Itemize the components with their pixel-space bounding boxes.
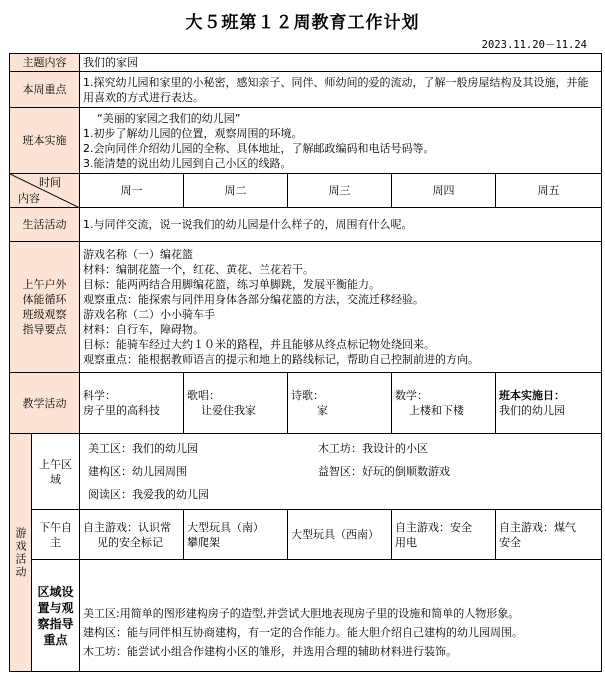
theme-label: 主题内容 xyxy=(10,54,80,72)
day-friday: 周五 xyxy=(496,174,602,208)
weekly-focus-row xyxy=(10,72,602,108)
area-guidance-line: 建构区：能与同伴相互协商建构，有一定的合作能力。能大胆介绍自己建构的幼儿园周围。 xyxy=(83,626,523,639)
class-impl-line: 3.能清楚的说出幼儿园到自己小区的线路。 xyxy=(83,156,292,170)
outdoor-line: 游戏名称（一）编花篮 xyxy=(83,248,193,261)
afternoon-text: 大型玩具（西南） xyxy=(291,528,379,541)
morning-area-item: 建构区：幼儿园周围 xyxy=(88,465,187,478)
game-afternoon-label: 下午自主 xyxy=(32,510,80,560)
game-afternoon-row xyxy=(10,510,602,560)
theme-value: 我们的家园 xyxy=(80,54,602,72)
teaching-label: 教学活动 xyxy=(10,373,80,434)
teaching-content: 我们的幼儿园 xyxy=(499,404,565,417)
plan-table xyxy=(9,53,602,672)
teaching-subject: 诗歌： xyxy=(291,389,324,402)
game-morning-label: 上午区域 xyxy=(32,434,80,510)
class-impl-content xyxy=(80,108,602,174)
diag-time-label: 时间 xyxy=(39,176,61,189)
afternoon-text: 大型玩具（南） xyxy=(187,520,264,534)
weekly-focus-label: 本周重点 xyxy=(10,72,80,108)
afternoon-cell-friday xyxy=(496,510,602,560)
morning-area-item: 美工区：我们的幼儿园 xyxy=(88,442,198,455)
outdoor-line: 目标：能骑车经过大约１０米的路程，并且能够从终点标记物处绕回来。 xyxy=(83,338,435,351)
teaching-subject: 科学： xyxy=(83,389,116,402)
teaching-cell-thursday xyxy=(392,373,496,434)
game-morning-content xyxy=(80,434,602,510)
afternoon-text: 见的安全标记 xyxy=(97,535,163,549)
outdoor-content xyxy=(80,242,602,373)
game-area-row xyxy=(10,560,602,672)
page-title: 大５班第１２周教育工作计划 xyxy=(185,13,420,33)
teaching-subject: 歌唱： xyxy=(187,389,220,402)
diagonal-header-cell xyxy=(10,174,80,208)
life-row xyxy=(10,208,602,242)
afternoon-cell-thursday xyxy=(392,510,496,560)
teaching-subject: 数学： xyxy=(395,389,428,402)
diag-content-label: 内容 xyxy=(18,192,40,205)
teaching-content: 家 xyxy=(317,404,328,417)
life-text: 1.与同伴交流，说一说我们的幼儿园是什么样子的，周围有什么呢。 xyxy=(80,208,602,242)
game-label: 游戏活动 xyxy=(10,434,32,672)
morning-area-item: 阅读区：我爱我的幼儿园 xyxy=(88,488,209,501)
game-morning-row xyxy=(10,434,602,510)
day-wednesday: 周三 xyxy=(288,174,392,208)
afternoon-text: 安全 xyxy=(499,535,521,549)
teaching-cell-wednesday xyxy=(288,373,392,434)
teaching-cell-tuesday xyxy=(184,373,288,434)
outdoor-row xyxy=(10,242,602,373)
afternoon-text: 自主游戏：认识常 xyxy=(83,520,171,534)
teaching-row xyxy=(10,373,602,434)
teaching-cell-friday xyxy=(496,373,602,434)
morning-area-line xyxy=(88,460,598,484)
class-impl-line: “美丽的家园之我们的幼儿园” xyxy=(97,111,241,125)
outdoor-line: 观察重点：能探索与同伴用身体各部分编花篮的方法，交流迁移经验。 xyxy=(83,293,424,306)
day-header-row xyxy=(10,174,602,208)
class-impl-row xyxy=(10,108,602,174)
day-monday: 周一 xyxy=(80,174,184,208)
theme-row xyxy=(10,54,602,72)
teaching-cell-monday xyxy=(80,373,184,434)
morning-area-line xyxy=(88,484,598,506)
afternoon-text: 自主游戏：煤气 xyxy=(499,520,576,534)
outdoor-line: 目标：能两两结合用脚编花篮，练习单脚跳，发展平衡能力。 xyxy=(83,278,380,291)
afternoon-text: 自主游戏：安全 xyxy=(395,520,472,534)
class-impl-label: 班本实施 xyxy=(10,108,80,174)
morning-area-item: 益智区：好玩的倒顺数游戏 xyxy=(318,465,450,478)
afternoon-cell-wednesday xyxy=(288,510,392,560)
afternoon-cell-tuesday xyxy=(184,510,288,560)
game-area-label: 区域设置与观察指导重点 xyxy=(32,560,80,672)
weekly-focus-text: 1.探究幼儿园和家里的小秘密，感知亲子、同伴、师幼间的爱的流动，了解一般房屋结构及其设施，并能用喜欢的方式进行表达。 xyxy=(80,72,602,108)
class-impl-line: 1.初步了解幼儿园的位置，观察周围的环境。 xyxy=(83,126,303,140)
day-tuesday: 周二 xyxy=(184,174,288,208)
game-area-content xyxy=(80,560,602,672)
teaching-content: 房子里的高科技 xyxy=(83,404,160,417)
life-label: 生活活动 xyxy=(10,208,80,242)
area-guidance-line: 美工区:用简单的图形建构房子的造型,并尝试大胆地表现房子里的设施和简单的人物形象。 xyxy=(83,607,520,620)
outdoor-line: 材料：自行车，障碍物。 xyxy=(83,323,204,336)
morning-area-item: 木工坊：我设计的小区 xyxy=(318,442,428,455)
date-range: 2023.11.20－11.24 xyxy=(481,39,587,51)
afternoon-cell-monday xyxy=(80,510,184,560)
outdoor-line: 观察重点：能根据教师语言的提示和地上的路线标记，帮助自己控制前进的方向。 xyxy=(83,353,479,366)
morning-area-line xyxy=(88,438,598,460)
outdoor-line: 游戏名称（二）小小骑车手 xyxy=(83,308,215,321)
afternoon-text: 用电 xyxy=(395,535,417,549)
day-thursday: 周四 xyxy=(392,174,496,208)
teaching-subject: 班本实施日： xyxy=(499,389,565,402)
class-impl-line: 2.会向同伴介绍幼儿园的全称、具体地址，了解邮政编码和电话号码等。 xyxy=(83,141,435,155)
area-guidance-line: 木工坊：能尝试小组合作建构小区的雏形，并选用合理的辅助材料进行装饰。 xyxy=(83,645,457,658)
outdoor-line: 材料：编制花篮一个，红花、黄花、兰花若干。 xyxy=(83,263,314,276)
teaching-content: 上楼和下楼 xyxy=(409,404,464,417)
teaching-content: 让爱住我家 xyxy=(201,404,256,417)
outdoor-label: 上午户外体能循环班级观察指导要点 xyxy=(10,242,80,373)
afternoon-text: 攀爬架 xyxy=(187,535,220,549)
